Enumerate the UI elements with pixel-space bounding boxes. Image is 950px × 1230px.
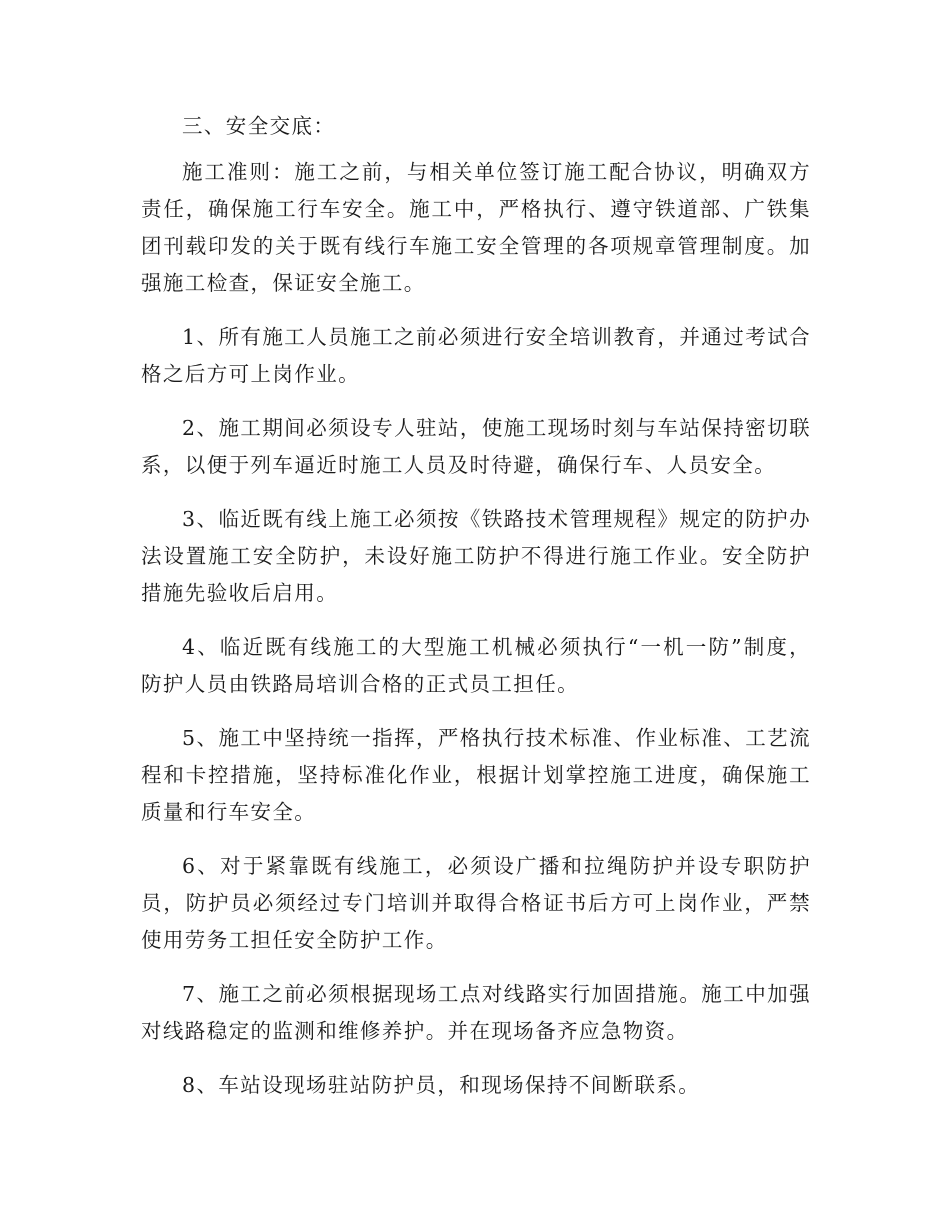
list-item: 6、对于紧靠既有线施工，必须设广播和拉绳防护并设专职防护员，防护员必须经过专门培训并取得合格证书后方可上岗作业，严禁使用劳务工担任安全防护工作。 (141, 854, 811, 952)
intro-paragraph: 施工准则：施工之前，与相关单位签订施工配合协议，明确双方责任，确保施工行车安全。施工中，严格执行、遵守铁道部、广铁集团刊载印发的关于既有线行车施工安全管理的各项规章管理制度。加强施工检查，保证安全施工。 (141, 160, 811, 295)
list-item: 4、临近既有线施工的大型施工机械必须执行“一机一防”制度，防护人员由铁路局培训合格的正式员工担任。 (141, 635, 811, 696)
list-item: 8、车站设现场驻站防护员，和现场保持不间断联系。 (182, 1073, 701, 1097)
list-item: 1、所有施工人员施工之前必须进行安全培训教育，并通过考试合格之后方可上岗作业。 (141, 325, 811, 386)
list-item: 2、施工期间必须设专人驻站，使施工现场时刻与车站保持密切联系，以便于列车逼近时施工人员及时待避，确保行车、人员安全。 (141, 416, 811, 477)
list-item: 5、施工中坚持统一指挥，严格执行技术标准、作业标准、工艺流程和卡控措施，坚持标准化作业，根据计划掌控施工进度，确保施工质量和行车安全。 (141, 726, 811, 824)
list-item: 7、施工之前必须根据现场工点对线路实行加固措施。施工中加强对线路稳定的监测和维修养护。并在现场备齐应急物资。 (141, 982, 811, 1043)
list-item: 3、临近既有线上施工必须按《铁路技术管理规程》规定的防护办法设置施工安全防护，未设好施工防护不得进行施工作业。安全防护措施先验收后启用。 (141, 507, 811, 605)
document-body (141, 108, 811, 1121)
section-heading: 三、安全交底： (182, 114, 336, 138)
